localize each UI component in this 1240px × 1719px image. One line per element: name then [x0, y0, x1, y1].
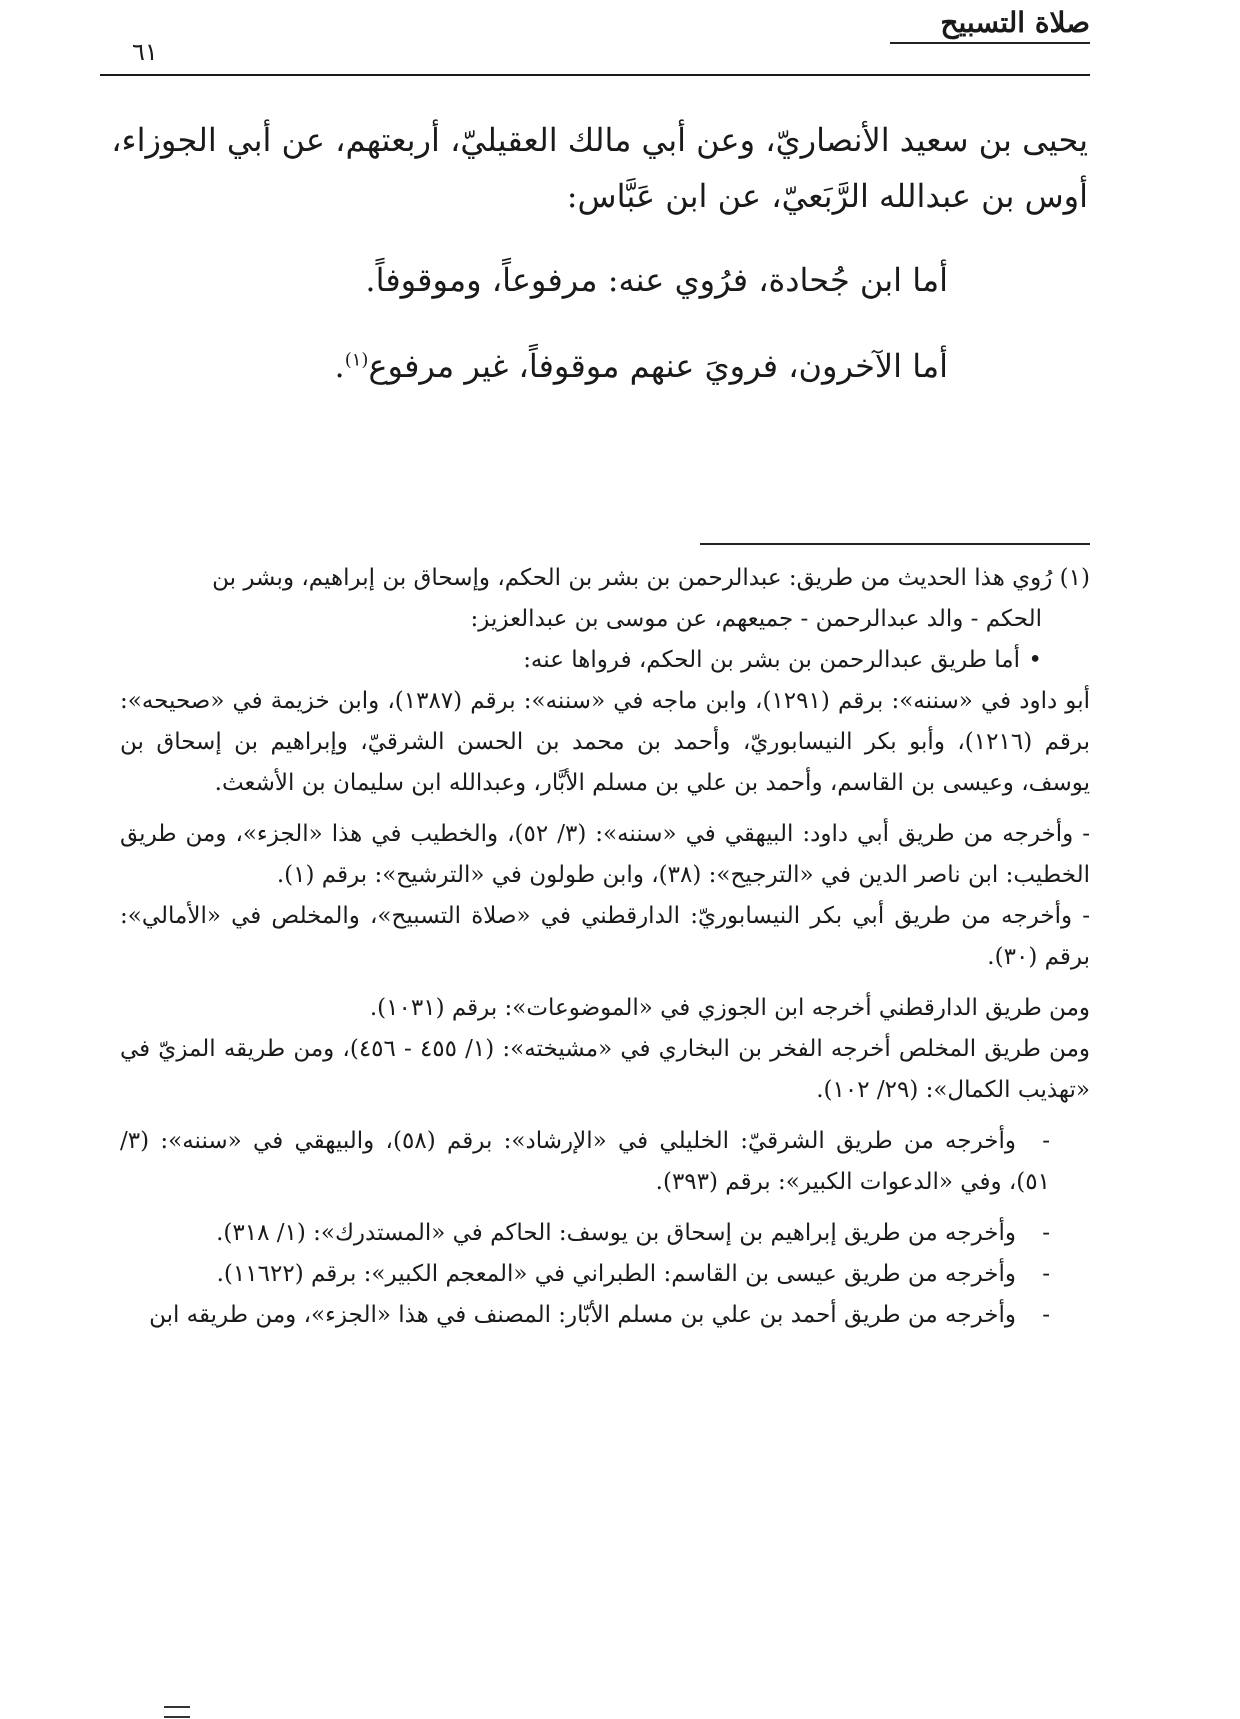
header-rule	[100, 74, 1090, 76]
footnote-paragraph: ومن طريق الدارقطني أخرجه ابن الجوزي في «الموضوعات»: برقم (١٠٣١).	[369, 995, 1090, 1021]
footnote-dash-item	[120, 1213, 1050, 1254]
footnotes	[120, 558, 1090, 1336]
footnote-dash-item	[120, 1254, 1050, 1295]
dash-marker: -	[1042, 1220, 1050, 1246]
main-line: أوس بن عبدالله الرَّبَعيّ، عن ابن عَبَّاس:	[566, 177, 1088, 215]
main-line: أما الآخرون، فرويَ عنهم موقوفاً، غير مرفوع	[368, 347, 948, 385]
main-line: يحيى بن سعيد الأنصاريّ، وعن أبي مالك العقيليّ، أربعتهم، عن أبي الجوزاء،	[111, 121, 1088, 159]
footnote-paragraph: - وأخرجه من طريق أبي داود: البيهقي في «سننه»: (٣/ ٥٢)، والخطيب في هذا «الجزء»، ومن طريق الخطيب: ابن ناصر الدين في «الترجيح»: (٣٨)، وابن طولون في «الترشيح»: برقم (١).	[120, 821, 1090, 888]
main-text	[96, 112, 1088, 394]
footnote-text: وأخرجه من طريق أحمد بن علي بن مسلم الأبّار: المصنف في هذا «الجزء»، ومن طريقه ابن	[149, 1302, 1016, 1328]
footnote-text: وأخرجه من طريق إبراهيم بن إسحاق بن يوسف: الحاكم في «المستدرك»: (١/ ٣١٨).	[216, 1220, 1016, 1246]
page-bottom-mark	[164, 1706, 190, 1718]
footnote-text: وأخرجه من طريق عيسى بن القاسم: الطبراني في «المعجم الكبير»: برقم (١١٦٢٢).	[216, 1261, 1016, 1287]
dash-marker: -	[1042, 1302, 1050, 1328]
dash-marker: -	[1042, 1261, 1050, 1287]
footnote-text: أما طريق عبدالرحمن بن بشر بن الحكم، فرواها عنه:	[523, 647, 1020, 673]
footnote-paragraph: أبو داود في «سننه»: برقم (١٢٩١)، وابن ماجه في «سننه»: برقم (١٣٨٧)، وابن خزيمة في «صحيحه»: برقم (١٢١٦)، وأبو بكر النيسابوريّ، وأحمد بن محمد بن الحسن الشرقيّ، وإبراهيم بن إسحاق بن يوسف، وعيسى بن القاسم، وأحمد بن علي بن مسلم الأبَّار، وعبدالله ابن سليمان بن الأشعث.	[120, 688, 1090, 796]
title-underline	[890, 42, 1090, 44]
footnote-dash-item	[120, 1295, 1050, 1336]
dash-marker: -	[1042, 1128, 1051, 1154]
footnote-separator	[700, 543, 1090, 545]
main-line-with-ref	[96, 338, 948, 394]
footnote-paragraph: - وأخرجه من طريق أبي بكر النيسابوريّ: الدارقطني في «صلاة التسبيح»، والمخلص في «الأمالي»: برقم (٣٠).	[120, 903, 1090, 970]
footnote-paragraph: الحكم - والد عبدالرحمن - جميعهم، عن موسى بن عبدالعزيز:	[470, 606, 1042, 632]
footnote-reference: (١)	[344, 349, 369, 371]
footnote-paragraph: (١) رُوي هذا الحديث من طريق: عبدالرحمن بن بشر بن الحكم، وإسحاق بن إبراهيم، وبشر بن	[212, 565, 1090, 591]
footnote-paragraph: ومن طريق المخلص أخرجه الفخر بن البخاري في «مشيخته»: (١/ ٤٥٥ - ٤٥٦)، ومن طريقه المزيّ في «تهذيب الكمال»: (٢٩/ ١٠٢).	[120, 1036, 1090, 1103]
page-number: ٦١	[132, 38, 158, 66]
page-header	[100, 0, 1090, 78]
footnote-dash-item	[120, 1121, 1050, 1203]
line-end-punctuation: .	[334, 347, 345, 385]
footnote-text: وأخرجه من طريق الشرقيّ: الخليلي في «الإرشاد»: برقم (٥٨)، والبيهقي في «سننه»: (٣/ ٥١)، وفي «الدعوات الكبير»: برقم (٣٩٣).	[120, 1128, 1050, 1195]
bullet-icon: •	[1028, 647, 1042, 673]
footnote-bullet-item	[120, 640, 1042, 681]
running-title: صلاة التسبيح	[940, 6, 1090, 39]
main-line: أما ابن جُحادة، فرُوي عنه: مرفوعاً، وموقوفاً.	[365, 261, 948, 299]
